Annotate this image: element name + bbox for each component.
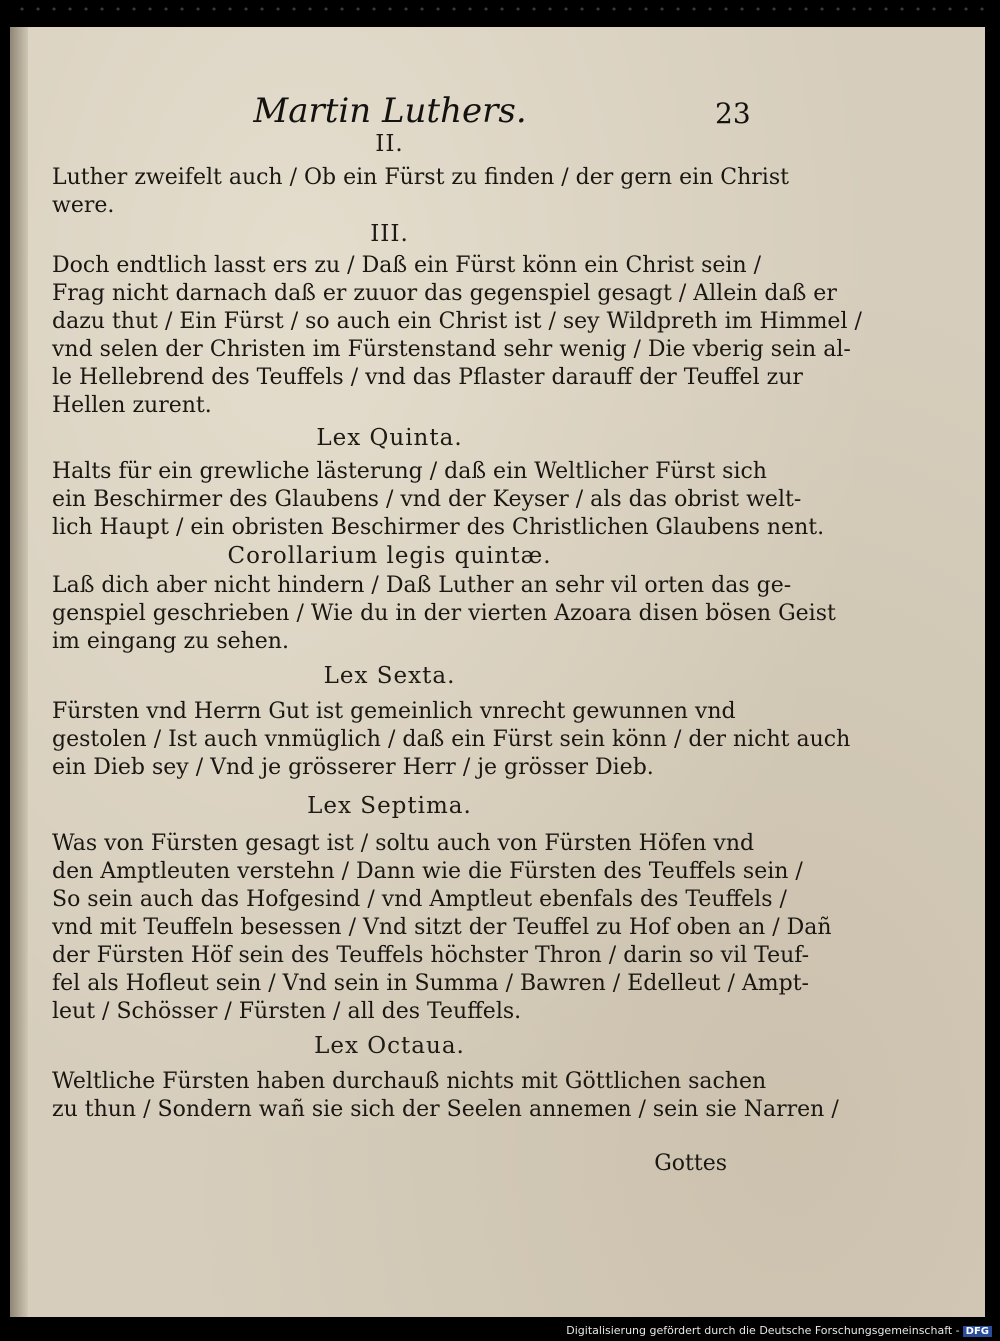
footer-text: Digitalisierung gefördert durch die Deutsche Forschungsgemeinschaft - bbox=[566, 1324, 960, 1337]
text-line: Weltliche Fürsten haben durchauß nichts mit Göttlichen sachen bbox=[52, 1069, 767, 1094]
running-head: Martin Luthers. bbox=[253, 91, 527, 131]
section-heading-ii: II. bbox=[375, 131, 404, 157]
text-line: lich Haupt / ein obristen Beschirmer des Christlichen Glaubens nent. bbox=[52, 515, 825, 540]
text-line: le Hellebrend des Teuffels / vnd das Pflaster darauff der Teuffel zur bbox=[52, 365, 803, 390]
section-heading-lex-septima: Lex Septima. bbox=[307, 793, 472, 819]
text-line: Fürsten vnd Herrn Gut ist gemeinlich vnrecht gewunnen vnd bbox=[52, 699, 736, 724]
text-line: ein Dieb sey / Vnd je grösserer Herr / je grösser Dieb. bbox=[52, 755, 654, 780]
section-heading-lex-sexta: Lex Sexta. bbox=[323, 663, 456, 689]
section-heading-corollarium: Corollarium legis quintæ. bbox=[227, 543, 552, 569]
text-line: Doch endtlich lasst ers zu / Daß ein Fürst könn ein Christ sein / bbox=[52, 253, 762, 278]
text-line: Laß dich aber nicht hindern / Daß Luther an sehr vil orten das ge- bbox=[52, 573, 792, 598]
book-page bbox=[10, 27, 985, 1317]
scanner-top-strip bbox=[0, 0, 1000, 22]
page-gutter bbox=[10, 27, 28, 1317]
text-line: Luther zweifelt auch / Ob ein Fürst zu finden / der gern ein Christ bbox=[52, 165, 789, 190]
text-line: der Fürsten Höf sein des Teuffels höchster Thron / darin so vil Teuf- bbox=[52, 943, 810, 968]
text-line: vnd selen der Christen im Fürstenstand sehr wenig / Die vberig sein al- bbox=[52, 337, 851, 362]
text-line: leut / Schösser / Fürsten / all des Teuffels. bbox=[52, 999, 522, 1024]
text-line: fel als Hofleut sein / Vnd sein in Summa / Bawren / Edelleut / Ampt- bbox=[52, 971, 809, 996]
text-line: im eingang zu sehen. bbox=[52, 629, 289, 654]
text-line: Was von Fürsten gesagt ist / soltu auch von Fürsten Höfen vnd bbox=[52, 831, 755, 856]
text-line: den Amptleuten verstehn / Dann wie die Fürsten des Teuffels sein / bbox=[52, 859, 803, 884]
digitization-footer bbox=[566, 1324, 992, 1337]
text-line: genspiel geschrieben / Wie du in der vierten Azoara disen bösen Geist bbox=[52, 601, 836, 626]
section-heading-lex-octaua: Lex Octaua. bbox=[314, 1033, 465, 1059]
text-line: Halts für ein grewliche lästerung / daß ein Weltlicher Fürst sich bbox=[52, 459, 767, 484]
text-line: dazu thut / Ein Fürst / so auch ein Christ ist / sey Wildpreth im Himmel / bbox=[52, 309, 862, 334]
section-heading-iii: III. bbox=[370, 221, 409, 247]
catchword: Gottes bbox=[654, 1151, 727, 1176]
text-line: vnd mit Teuffeln besessen / Vnd sitzt der Teuffel zu Hof oben an / Dañ bbox=[52, 915, 832, 940]
text-line: ein Beschirmer des Glaubens / vnd der Keyser / als das obrist welt- bbox=[52, 487, 802, 512]
section-heading-lex-quinta: Lex Quinta. bbox=[316, 425, 463, 451]
text-line: So sein auch das Hofgesind / vnd Amptleut ebenfals des Teuffels / bbox=[52, 887, 787, 912]
text-line: gestolen / Ist auch vnmüglich / daß ein Fürst sein könn / der nicht auch bbox=[52, 727, 851, 752]
text-line: Hellen zurent. bbox=[52, 393, 212, 418]
dfg-logo: DFG bbox=[963, 1326, 992, 1337]
page-number: 23 bbox=[715, 97, 751, 130]
text-line: zu thun / Sondern wañ sie sich der Seelen annemen / sein sie Narren / bbox=[52, 1097, 839, 1122]
text-line: were. bbox=[52, 193, 115, 218]
text-line: Frag nicht darnach daß er zuuor das gegenspiel gesagt / Allein daß er bbox=[52, 281, 837, 306]
